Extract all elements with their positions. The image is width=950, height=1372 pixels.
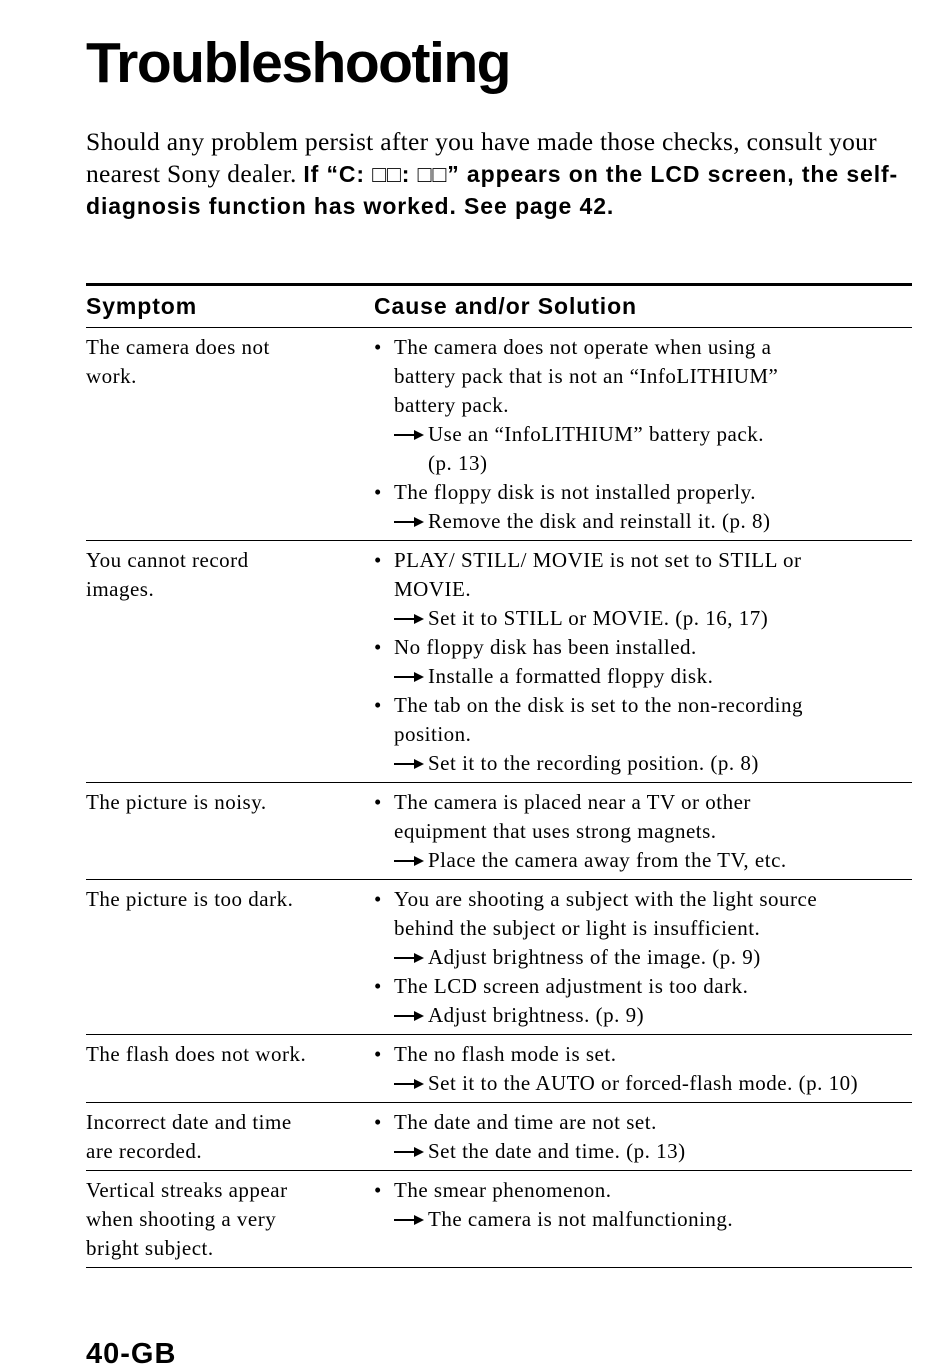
solution-line: Remove the disk and reinstall it. (p. 8) xyxy=(428,509,771,533)
table-body xyxy=(86,328,912,1268)
cause-line: position. xyxy=(394,722,472,746)
page-title: Troubleshooting xyxy=(86,31,510,95)
bullet-icon: • xyxy=(374,1042,382,1066)
cause-line: behind the subject or light is insufficient. xyxy=(394,916,761,940)
solution-line: Set it to the AUTO or forced-flash mode. (p. 10) xyxy=(428,1071,859,1095)
cause-solution-cell xyxy=(374,885,912,1030)
intro-self-diagnosis-note: If “C: □□: □□” appears on the LCD screen, the self-diagnosis function has worked. See page 42. xyxy=(86,161,899,219)
solution-line: Place the camera away from the TV, etc. xyxy=(428,848,787,872)
cause-body xyxy=(394,1108,912,1166)
bullet-icon: • xyxy=(374,480,382,504)
cause-line: The smear phenomenon. xyxy=(394,1178,612,1202)
intro-text: Should any problem persist after you have made those checks, consult your nearest Sony dealer. xyxy=(86,127,877,188)
cause-item xyxy=(374,546,912,633)
symptom-line: images. xyxy=(86,577,155,601)
solution-text xyxy=(428,1137,686,1166)
arrow-right-icon xyxy=(394,507,428,536)
solution-text xyxy=(428,1001,644,1030)
cause-body xyxy=(394,972,912,1030)
symptom-cell xyxy=(86,1040,374,1098)
arrow-right-icon xyxy=(394,1069,428,1098)
solution xyxy=(394,1137,912,1166)
cause-body xyxy=(394,478,912,536)
cause-line: battery pack. xyxy=(394,393,509,417)
cause-solution-cell xyxy=(374,1040,912,1098)
table-row xyxy=(86,1103,912,1171)
solution xyxy=(394,1069,912,1098)
cause-item xyxy=(374,333,912,478)
table-header xyxy=(86,286,912,328)
symptom-line: The flash does not work. xyxy=(86,1042,307,1066)
cause-line: MOVIE. xyxy=(394,577,472,601)
symptom-cell xyxy=(86,546,374,778)
symptom-line: are recorded. xyxy=(86,1139,203,1163)
bullet-icon: • xyxy=(374,635,382,659)
cause-body xyxy=(394,1040,912,1098)
solution-text xyxy=(428,846,787,875)
cause-solution-cell xyxy=(374,1108,912,1166)
cause-line: battery pack that is not an “InfoLITHIUM” xyxy=(394,364,779,388)
cause-item xyxy=(374,885,912,972)
solution-line: Set it to STILL or MOVIE. (p. 16, 17) xyxy=(428,606,769,630)
cause-line: The tab on the disk is set to the non-recording xyxy=(394,693,803,717)
cause-item xyxy=(374,1176,912,1234)
cause-body xyxy=(394,333,912,478)
solution xyxy=(394,1001,912,1030)
symptom-line: bright subject. xyxy=(86,1236,214,1260)
table-row xyxy=(86,783,912,880)
bullet-icon: • xyxy=(374,335,382,359)
bullet-icon: • xyxy=(374,790,382,814)
cause-body xyxy=(394,691,912,778)
cause-line: equipment that uses strong magnets. xyxy=(394,819,717,843)
arrow-right-icon xyxy=(394,604,428,633)
bullet-icon: • xyxy=(374,1178,382,1202)
header-symptom: Symptom xyxy=(86,293,198,319)
arrow-right-icon xyxy=(394,1205,428,1234)
solution-line: Set the date and time. (p. 13) xyxy=(428,1139,686,1163)
solution xyxy=(394,604,912,633)
symptom-line: Vertical streaks appear xyxy=(86,1178,288,1202)
cause-line: The date and time are not set. xyxy=(394,1110,657,1134)
solution-line: Installe a formatted floppy disk. xyxy=(428,664,714,688)
solution-line: The camera is not malfunctioning. xyxy=(428,1207,734,1231)
cause-line: The camera is placed near a TV or other xyxy=(394,790,751,814)
cause-body xyxy=(394,633,912,691)
solution xyxy=(394,749,912,778)
symptom-cell xyxy=(86,1108,374,1166)
cause-solution-cell xyxy=(374,788,912,875)
cause-line: The no flash mode is set. xyxy=(394,1042,617,1066)
table-row xyxy=(86,328,912,541)
header-cause-solution: Cause and/or Solution xyxy=(374,293,637,319)
solution-line: (p. 13) xyxy=(428,451,488,475)
solution-text xyxy=(428,1069,858,1098)
cause-item xyxy=(374,478,912,536)
cause-body xyxy=(394,885,912,972)
cause-solution-cell xyxy=(374,1176,912,1263)
table-row xyxy=(86,541,912,783)
table-row xyxy=(86,1171,912,1268)
solution-text xyxy=(428,943,761,972)
arrow-right-icon xyxy=(394,943,428,972)
cause-solution-cell xyxy=(374,333,912,536)
cause-item xyxy=(374,972,912,1030)
arrow-right-icon xyxy=(394,749,428,778)
solution xyxy=(394,420,912,478)
arrow-right-icon xyxy=(394,420,428,478)
cause-item xyxy=(374,691,912,778)
intro-paragraph xyxy=(86,126,916,222)
symptom-cell xyxy=(86,1176,374,1263)
solution xyxy=(394,1205,912,1234)
solution-text xyxy=(428,662,713,691)
cause-line: You are shooting a subject with the light source xyxy=(394,887,818,911)
symptom-line: You cannot record xyxy=(86,548,249,572)
cause-line: PLAY/ STILL/ MOVIE is not set to STILL or xyxy=(394,548,802,572)
symptom-line: The picture is noisy. xyxy=(86,790,267,814)
page-number: 40-GB xyxy=(86,1338,177,1370)
troubleshooting-table xyxy=(86,283,912,1268)
table-row xyxy=(86,880,912,1035)
solution-line: Adjust brightness of the image. (p. 9) xyxy=(428,945,761,969)
cause-line: The floppy disk is not installed properly. xyxy=(394,480,757,504)
bullet-icon: • xyxy=(374,1110,382,1134)
cause-item xyxy=(374,1040,912,1098)
symptom-line: Incorrect date and time xyxy=(86,1110,292,1134)
solution xyxy=(394,662,912,691)
cause-body xyxy=(394,1176,912,1234)
symptom-line: The picture is too dark. xyxy=(86,887,294,911)
bullet-icon: • xyxy=(374,974,382,998)
bullet-icon: • xyxy=(374,693,382,717)
solution-text xyxy=(428,507,771,536)
arrow-right-icon xyxy=(394,1001,428,1030)
symptom-cell xyxy=(86,333,374,536)
bullet-icon: • xyxy=(374,887,382,911)
table-row xyxy=(86,1035,912,1103)
cause-item xyxy=(374,788,912,875)
solution-text xyxy=(428,420,764,478)
solution-line: Use an “InfoLITHIUM” battery pack. xyxy=(428,422,764,446)
symptom-cell xyxy=(86,788,374,875)
symptom-line: work. xyxy=(86,364,137,388)
arrow-right-icon xyxy=(394,662,428,691)
bullet-icon: • xyxy=(374,548,382,572)
cause-item xyxy=(374,1108,912,1166)
cause-solution-cell xyxy=(374,546,912,778)
arrow-right-icon xyxy=(394,846,428,875)
cause-line: No floppy disk has been installed. xyxy=(394,635,697,659)
arrow-right-icon xyxy=(394,1137,428,1166)
cause-body xyxy=(394,546,912,633)
symptom-line: The camera does not xyxy=(86,335,270,359)
solution xyxy=(394,507,912,536)
solution-line: Set it to the recording position. (p. 8) xyxy=(428,751,759,775)
cause-line: The LCD screen adjustment is too dark. xyxy=(394,974,749,998)
solution-text xyxy=(428,604,768,633)
symptom-line: when shooting a very xyxy=(86,1207,277,1231)
solution-text xyxy=(428,749,759,778)
solution xyxy=(394,943,912,972)
solution-line: Adjust brightness. (p. 9) xyxy=(428,1003,645,1027)
solution xyxy=(394,846,912,875)
cause-body xyxy=(394,788,912,875)
symptom-cell xyxy=(86,885,374,1030)
solution-text xyxy=(428,1205,733,1234)
cause-item xyxy=(374,633,912,691)
cause-line: The camera does not operate when using a xyxy=(394,335,772,359)
